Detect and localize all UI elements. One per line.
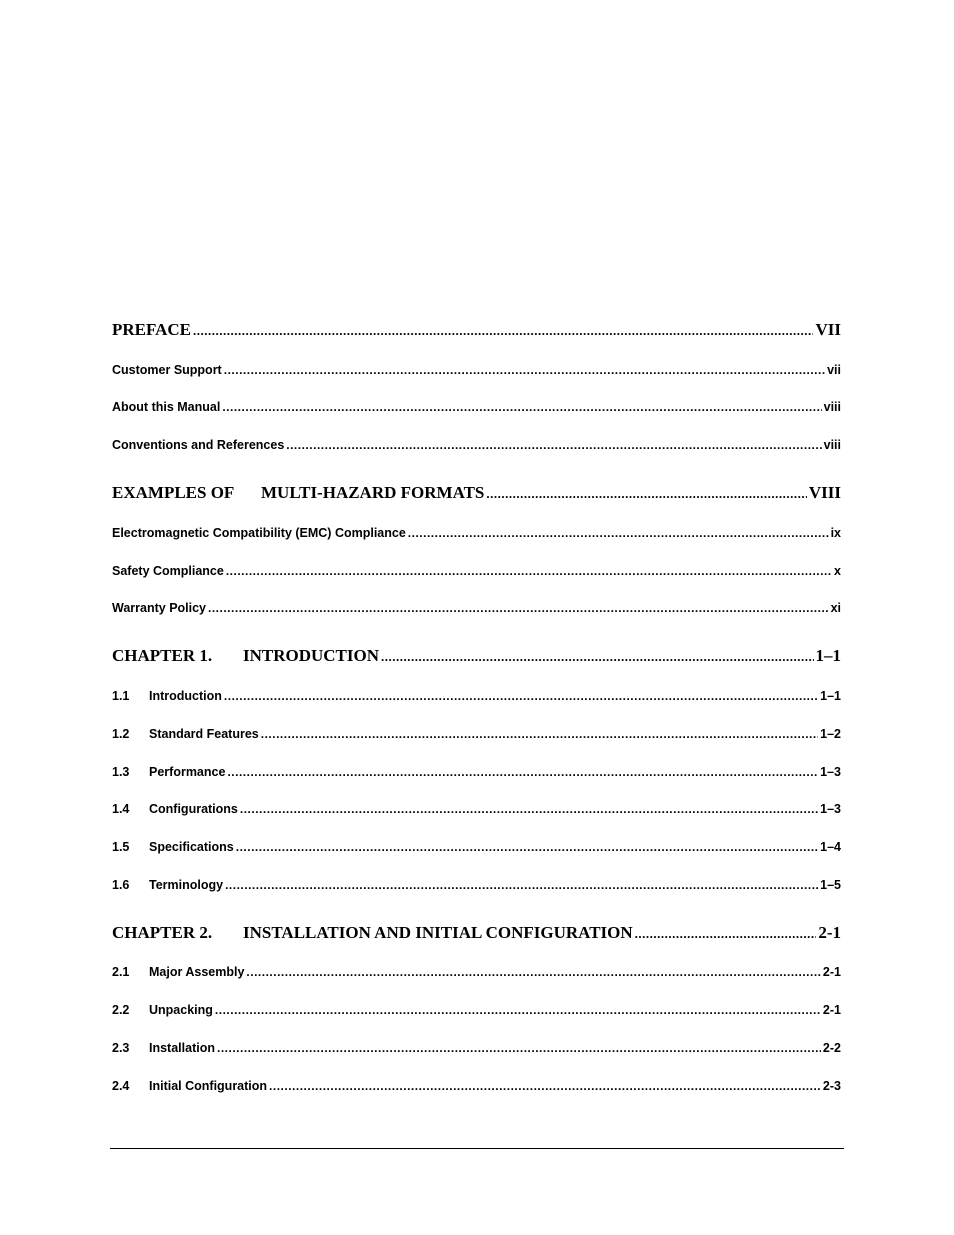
toc-entry-label: Introduction [149, 689, 222, 703]
toc-entry-about-this-manual[interactable] [112, 400, 841, 414]
toc-entry-1-3[interactable] [112, 765, 841, 779]
toc-entry-number: 1.2 [112, 727, 130, 741]
dot-leader [225, 878, 818, 892]
toc-entry-label: Terminology [149, 878, 224, 892]
toc-entry-number: CHAPTER 2. [112, 923, 213, 942]
toc-page-number: ix [830, 526, 841, 540]
toc-page-number: viii [823, 438, 841, 452]
toc-entry-label: PREFACE [112, 320, 192, 339]
dot-leader [224, 363, 825, 377]
dot-leader [193, 320, 813, 340]
dot-leader [261, 727, 818, 741]
dot-leader [486, 483, 807, 503]
dot-leader [635, 923, 817, 943]
toc-entry-warranty-policy[interactable] [112, 601, 841, 615]
toc-entry-label: INTRODUCTION [243, 646, 380, 665]
toc-entry-chapter-1[interactable] [112, 646, 841, 666]
toc-entry-1-1[interactable] [112, 689, 841, 703]
toc-page-number: 2-1 [818, 923, 841, 942]
toc-page-number: VIII [808, 483, 841, 502]
toc-entry-label: Configurations [149, 802, 238, 816]
toc-entry-emc-compliance[interactable] [112, 526, 841, 540]
toc-entry-2-2[interactable] [112, 1003, 841, 1017]
toc-entry-label: Major Assembly [149, 965, 245, 979]
dot-leader [246, 965, 821, 979]
toc-entry-label: Initial Configuration [149, 1079, 268, 1093]
toc-entry-customer-support[interactable] [112, 363, 841, 377]
toc-page-number: xi [830, 601, 841, 615]
toc-entry-number: 2.2 [112, 1003, 130, 1017]
toc-entry-number: 1.4 [112, 802, 130, 816]
toc-page-number: viii [823, 400, 841, 414]
toc-page-number: 1–1 [815, 646, 841, 665]
toc-entry-label: Warranty Policy [112, 601, 207, 615]
toc-entry-number: 1.3 [112, 765, 130, 779]
toc-entry-1-5[interactable] [112, 840, 841, 854]
toc-entry-label: Electromagnetic Compatibility (EMC) Compliance [112, 526, 406, 540]
toc-entry-1-6[interactable] [112, 878, 841, 892]
dot-leader [222, 400, 821, 414]
toc-page-number: x [834, 564, 841, 578]
toc-entry-label: About this Manual [112, 400, 221, 414]
dot-leader [224, 689, 818, 703]
toc-entry-label: Unpacking [149, 1003, 213, 1017]
toc-entry-number: 1.6 [112, 878, 130, 892]
toc-page-number: 1–3 [820, 765, 841, 779]
toc-entry-2-4[interactable] [112, 1079, 841, 1093]
toc-entry-number: 1.1 [112, 689, 130, 703]
dot-leader [240, 802, 818, 816]
toc-entry-number: EXAMPLES OF [112, 483, 235, 502]
toc-entry-chapter-2[interactable] [112, 923, 841, 943]
toc-entry-label: Standard Features [149, 727, 259, 741]
toc-page-number: 1–1 [820, 689, 841, 703]
toc-entry-number: 1.5 [112, 840, 130, 854]
dot-leader [227, 765, 818, 779]
toc-entry-2-1[interactable] [112, 965, 841, 979]
toc-page-number: 2-1 [822, 965, 841, 979]
toc-entry-number: 2.3 [112, 1041, 130, 1055]
toc-entry-number: 2.1 [112, 965, 130, 979]
toc-entry-preface[interactable] [112, 320, 841, 340]
toc-entry-label: Safety Compliance [112, 564, 224, 578]
dot-leader [217, 1041, 821, 1055]
toc-page-number: VII [815, 320, 841, 339]
toc-entry-safety-compliance[interactable] [112, 564, 841, 578]
dot-leader [236, 840, 818, 854]
toc-entry-1-4[interactable] [112, 802, 841, 816]
dot-leader [215, 1003, 821, 1017]
dot-leader [226, 564, 832, 578]
toc-entry-examples[interactable] [112, 483, 841, 503]
dot-leader [381, 646, 813, 666]
toc-page-number: 1–5 [820, 878, 841, 892]
toc-entry-conventions[interactable] [112, 438, 841, 452]
toc-entry-label: Conventions and References [112, 438, 285, 452]
toc-page-number: 1–4 [820, 840, 841, 854]
toc-page-number: 1–2 [820, 727, 841, 741]
dot-leader [269, 1079, 821, 1093]
footer-divider [110, 1148, 844, 1149]
toc-entry-label: MULTI-HAZARD FORMATS [261, 483, 485, 502]
toc-entry-1-2[interactable] [112, 727, 841, 741]
toc-entry-number: CHAPTER 1. [112, 646, 213, 665]
toc-entry-label: Performance [149, 765, 226, 779]
dot-leader [208, 601, 829, 615]
toc-entry-label: INSTALLATION AND INITIAL CONFIGURATION [243, 923, 633, 942]
toc-entry-label: Specifications [149, 840, 234, 854]
dot-leader [286, 438, 821, 452]
dot-leader [408, 526, 829, 540]
toc-page-number: 2-2 [822, 1041, 841, 1055]
toc-page-number: 2-3 [822, 1079, 841, 1093]
toc-entry-2-3[interactable] [112, 1041, 841, 1055]
toc-entry-label: Installation [149, 1041, 215, 1055]
toc-page-number: 2-1 [822, 1003, 841, 1017]
toc-page-number: vii [827, 363, 841, 377]
toc-entry-number: 2.4 [112, 1079, 130, 1093]
toc-page-number: 1–3 [820, 802, 841, 816]
toc-entry-label: Customer Support [112, 363, 222, 377]
